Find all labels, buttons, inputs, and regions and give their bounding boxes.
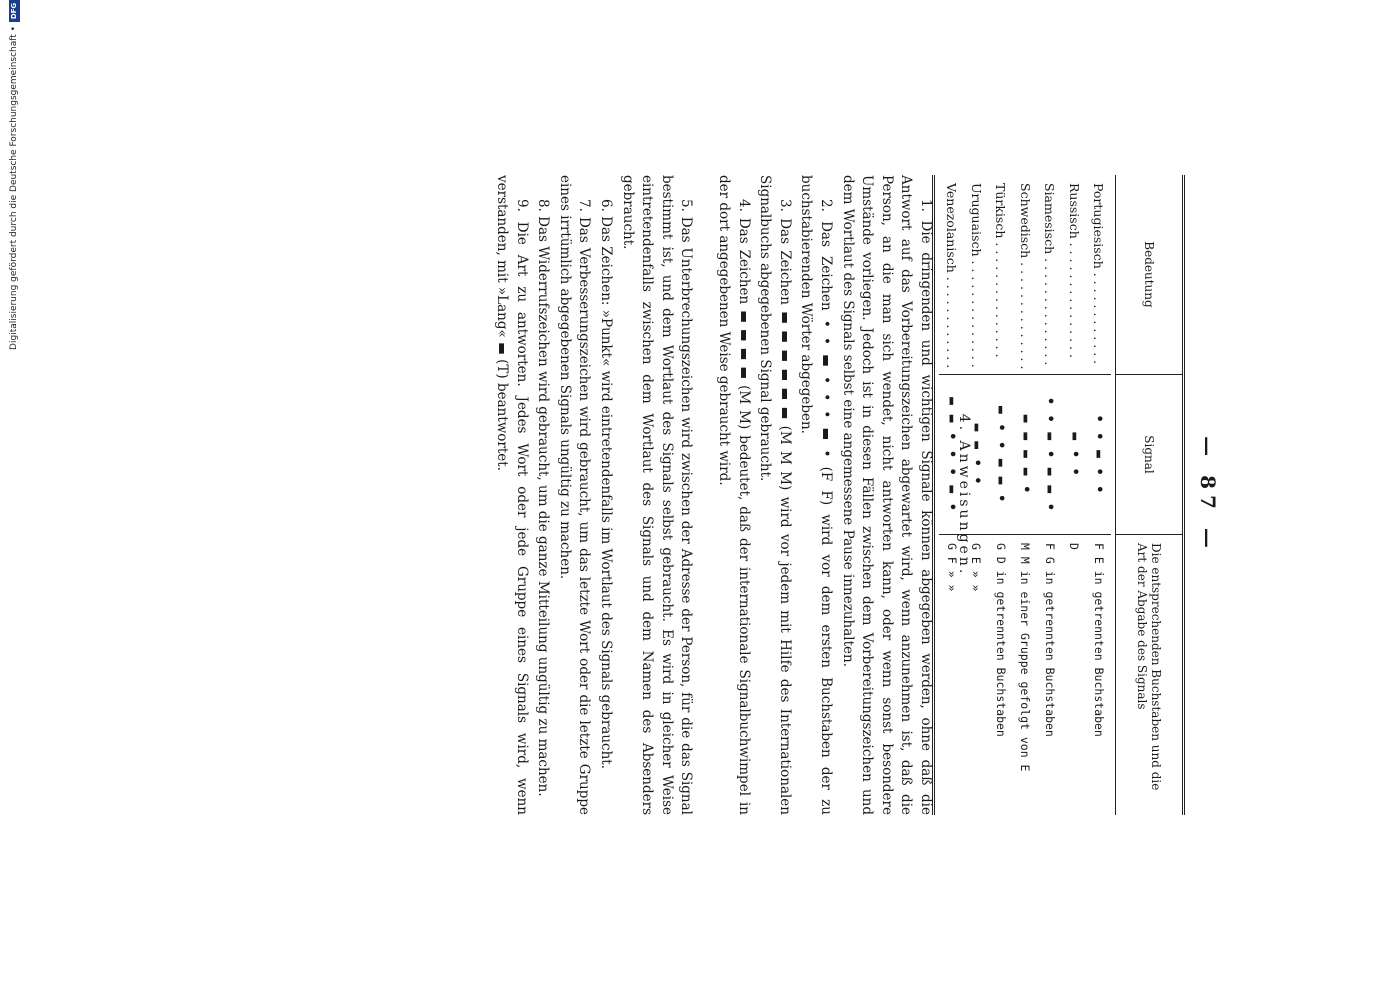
cell-buchstaben: D <box>1067 543 1082 550</box>
page-number: — 87 — <box>1196 436 1220 554</box>
paragraph: 3. Das Zeichen ▬ ▬ ▬ ▬ ▬ ▬ (M M M) wird vor jedem mit Hilfe des Internationalen Signalbuchs abgegebenen Signal gebraucht. <box>757 175 793 815</box>
header-bedeutung: Bedeutung <box>1116 175 1182 375</box>
table-row <box>1087 175 1112 815</box>
dfg-logo: DFG <box>9 0 20 22</box>
cell-bedeutung: Schwedisch . . . . . . . . . . . . . . <box>1013 175 1038 375</box>
instructions-body <box>490 175 935 815</box>
digitization-credit <box>7 0 21 1000</box>
cell-buchstaben: F G in getrennten Buchstaben <box>1042 543 1057 737</box>
cell-buchstaben: G D in getrennten Buchstaben <box>993 543 1008 737</box>
table-header <box>1115 175 1182 815</box>
cell-signal: ▬ ▬ • • <box>964 375 989 535</box>
paragraph: 1. Die dringenden und wichtigen Signale können abgegeben werden, ohne daß die Antwort auf das Vorbereitungszeichen abgewartet wird, wenn anzunehmen ist, daß die Person, an die man sich wendet, nicht antworten kann, oder wenn sonst besondere Umstände vorliegen. Jedoch ist in diesen Fällen zwischen dem Vorbereitungszeichen und dem Wortlaut des Signals selbst eine angemessene Pause innezuhalten. <box>839 175 934 815</box>
cell-signal: • • ▬ • ▬ ▬ • <box>1038 375 1063 535</box>
paragraph: 7. Das Verbesserungszeichen wird gebraucht, um das letzte Wort oder die letzte Gruppe eines irrtümlich abgegebenen Signals ungültig zu machen. <box>556 175 593 815</box>
paragraph: 4. Das Zeichen ▬ ▬ ▬ ▬ (M M) bedeutet, daß der internationale Signalbuchwimpel in der dort angegebenen Weise gebraucht wird. <box>716 175 752 815</box>
cell-signal: ▬ ▬ • • • ▬ • <box>940 375 965 535</box>
paragraph: 2. Das Zeichen • • ▬ • • • ▬ • (F F) wird vor dem ersten Buchstaben der zu buchstabierenden Wörter abgegeben. <box>798 175 835 815</box>
paragraph: 9. Die Art zu antworten. Jedes Wort oder jede Gruppe eines Signals wird, wenn verstanden, mit »Lang« ▬ (T) beantwortet. <box>494 175 530 815</box>
cell-bedeutung: Russisch . . . . . . . . . . . . . . . <box>1062 175 1087 375</box>
rotated-book-page <box>320 175 1220 975</box>
paragraph-gap <box>695 175 711 815</box>
table-row <box>1038 175 1063 815</box>
table-row <box>989 175 1014 815</box>
header-signal: Signal <box>1116 375 1182 535</box>
cell-bedeutung: Türkisch . . . . . . . . . . . . . . . <box>989 175 1014 375</box>
cell-bedeutung: Portugiesisch . . . . . . . . . . . . <box>1087 175 1112 375</box>
credit-text: Digitalisierung gefördert durch die Deutsche Forschungsgemeinschaft • <box>9 26 19 350</box>
table-row <box>1062 175 1087 815</box>
header-buchstaben: Die entsprechenden Buchstaben und die Art der Abgabe des Signals <box>1135 543 1163 791</box>
cell-bedeutung: Venezolanisch . . . . . . . . . . . . <box>940 175 965 375</box>
cell-signal: ▬ • • <box>1062 375 1087 535</box>
cell-buchstaben: F E in getrennten Buchstaben <box>1091 543 1106 737</box>
cell-buchstaben: M M in einer Gruppe gefolgt von E <box>1018 543 1033 772</box>
cell-buchstaben: G F » » <box>944 543 959 592</box>
paragraph: 8. Das Widerrufszeichen wird gebraucht, um die ganze Mitteilung ungültig zu machen. <box>535 199 552 797</box>
table-row <box>1013 175 1038 815</box>
cell-signal: ▬ ▬ ▬ ▬ • <box>1013 375 1038 535</box>
cell-bedeutung: Uruguaisch . . . . . . . . . . . . . . <box>964 175 989 375</box>
cell-buchstaben: G E » » <box>969 543 984 592</box>
cell-bedeutung: Siamesisch . . . . . . . . . . . . . . <box>1038 175 1063 375</box>
paragraph: 5. Das Unterbrechungszeichen wird zwischen der Adresse der Person, für die das Signal bestimmt ist, und dem Wortlaut des Signals selbst gebraucht. Es wird in gleicher Weise eintretendenfalls zwischen dem Wortlaut des Signals und dem Namen des Absenders gebraucht. <box>619 175 695 815</box>
section-title: 4. Anweisungen. <box>956 413 972 577</box>
paragraph: 6. Das Zeichen: »Punkt« wird eintretendenfalls im Wortlaut des Signals gebraucht. <box>598 199 615 770</box>
cell-signal: • • ▬ • • <box>1087 375 1112 535</box>
cell-signal: ▬ • • ▬ ▬ • <box>989 375 1014 535</box>
